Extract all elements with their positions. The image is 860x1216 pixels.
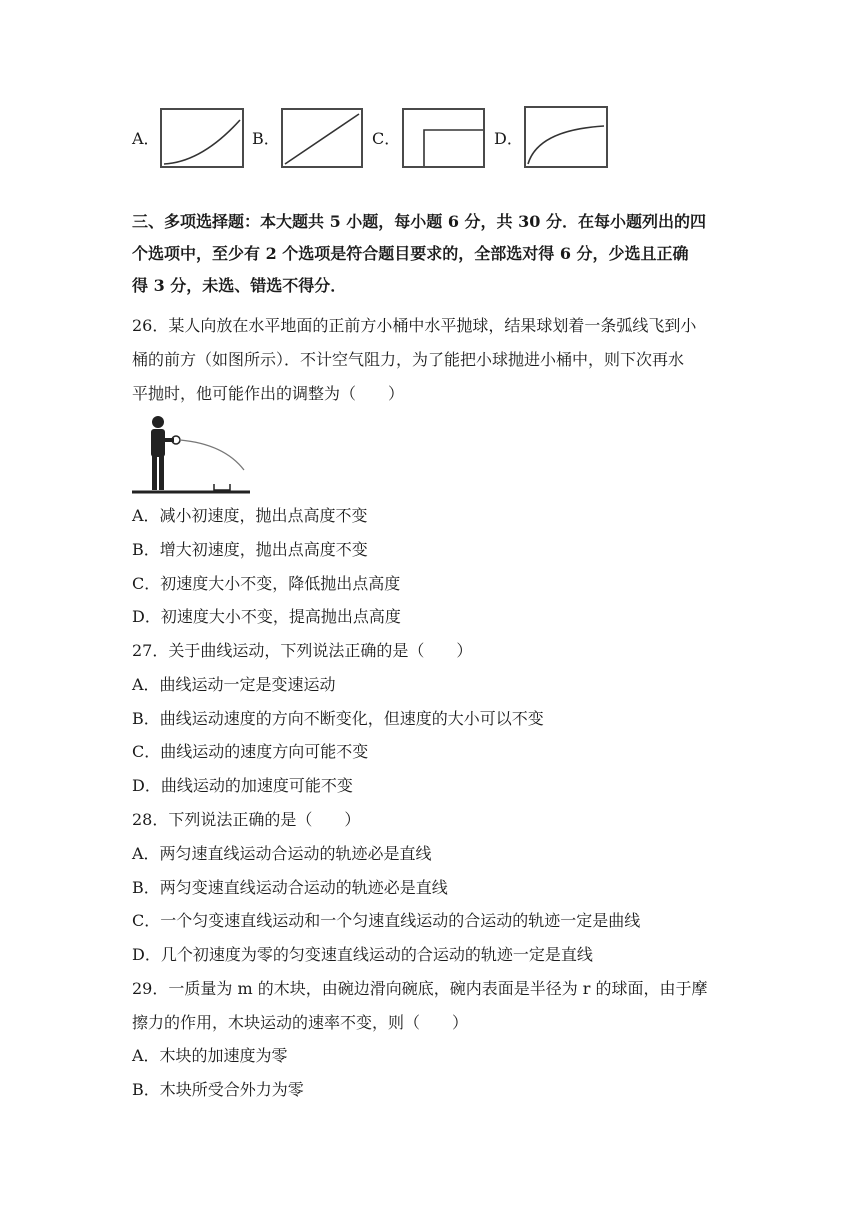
step-curve: [404, 110, 483, 166]
graph-option-b-letter: B．: [252, 129, 280, 148]
section-heading-line-2: 个选项中，至少有 2 个选项是符合题目要求的，全部选对得 6 分，少选且正确: [132, 244, 689, 263]
graph-option-b: [281, 108, 363, 168]
graph-option-a: [160, 108, 244, 168]
straight-line-curve: [283, 110, 361, 166]
q26-option-c: C．初速度大小不变，降低抛出点高度: [132, 574, 401, 593]
q27-option-c: C．曲线运动的速度方向可能不变: [132, 742, 369, 761]
q26-stem-line-1: 26．某人向放在水平地面的正前方小桶中水平抛球，结果球划着一条弧线飞到小: [132, 316, 697, 335]
q29-option-b: B．木块所受合外力为零: [132, 1080, 304, 1099]
concave-up-curve: [162, 110, 242, 166]
q26-option-d: D．初速度大小不变，提高抛出点高度: [132, 607, 401, 626]
concave-down-curve: [526, 108, 606, 166]
q28-option-c: C．一个匀变速直线运动和一个匀速直线运动的合运动的轨迹一定是曲线: [132, 911, 641, 930]
graph-option-c: [402, 108, 485, 168]
graph-option-c-letter: C．: [372, 129, 401, 148]
section-heading-line-3: 得 3 分，未选、错选不得分．: [132, 276, 347, 295]
q29-option-a: A．木块的加速度为零: [132, 1046, 288, 1065]
section-heading: [132, 206, 732, 302]
q28-option-a: A．两匀速直线运动合运动的轨迹必是直线: [132, 844, 432, 863]
q27-option-a: A．曲线运动一定是变速运动: [132, 675, 336, 694]
q28-option-b: B．两匀变速直线运动合运动的轨迹必是直线: [132, 878, 448, 897]
q27-option-d: D．曲线运动的加速度可能不变: [132, 776, 353, 795]
q28-option-d: D．几个初速度为零的匀变速直线运动的合运动的轨迹一定是直线: [132, 945, 593, 964]
q26-option-b: B．增大初速度，抛出点高度不变: [132, 540, 368, 559]
q27-option-b: B．曲线运动速度的方向不断变化，但速度的大小可以不变: [132, 709, 544, 728]
graph-option-a-letter: A．: [132, 129, 160, 148]
q29-stem-line-2: 擦力的作用，木块运动的速率不变，则（ ）: [132, 1013, 469, 1032]
q29-stem-line-1: 29．一质量为 m 的木块，由碗边滑向碗底，碗内表面是半径为 r 的球面，由于摩: [132, 979, 708, 998]
q26-stem-line-2: 桶的前方（如图所示）．不计空气阻力，为了能把小球抛进小桶中，则下次再水: [132, 350, 685, 369]
q27-stem: 27．关于曲线运动，下列说法正确的是（ ）: [132, 641, 473, 660]
q26-option-a: A．减小初速度，抛出点高度不变: [132, 506, 368, 525]
throwing-figure: [132, 410, 250, 496]
graph-option-d: [524, 106, 608, 168]
section-heading-line-1: 三、多项选择题：本大题共 5 小题，每小题 6 分，共 30 分．在每小题列出的四: [132, 212, 706, 231]
q26-stem-line-3: 平抛时，他可能作出的调整为（ ）: [132, 384, 405, 403]
q28-stem: 28．下列说法正确的是（ ）: [132, 810, 361, 829]
graph-option-d-letter: D．: [494, 129, 523, 148]
